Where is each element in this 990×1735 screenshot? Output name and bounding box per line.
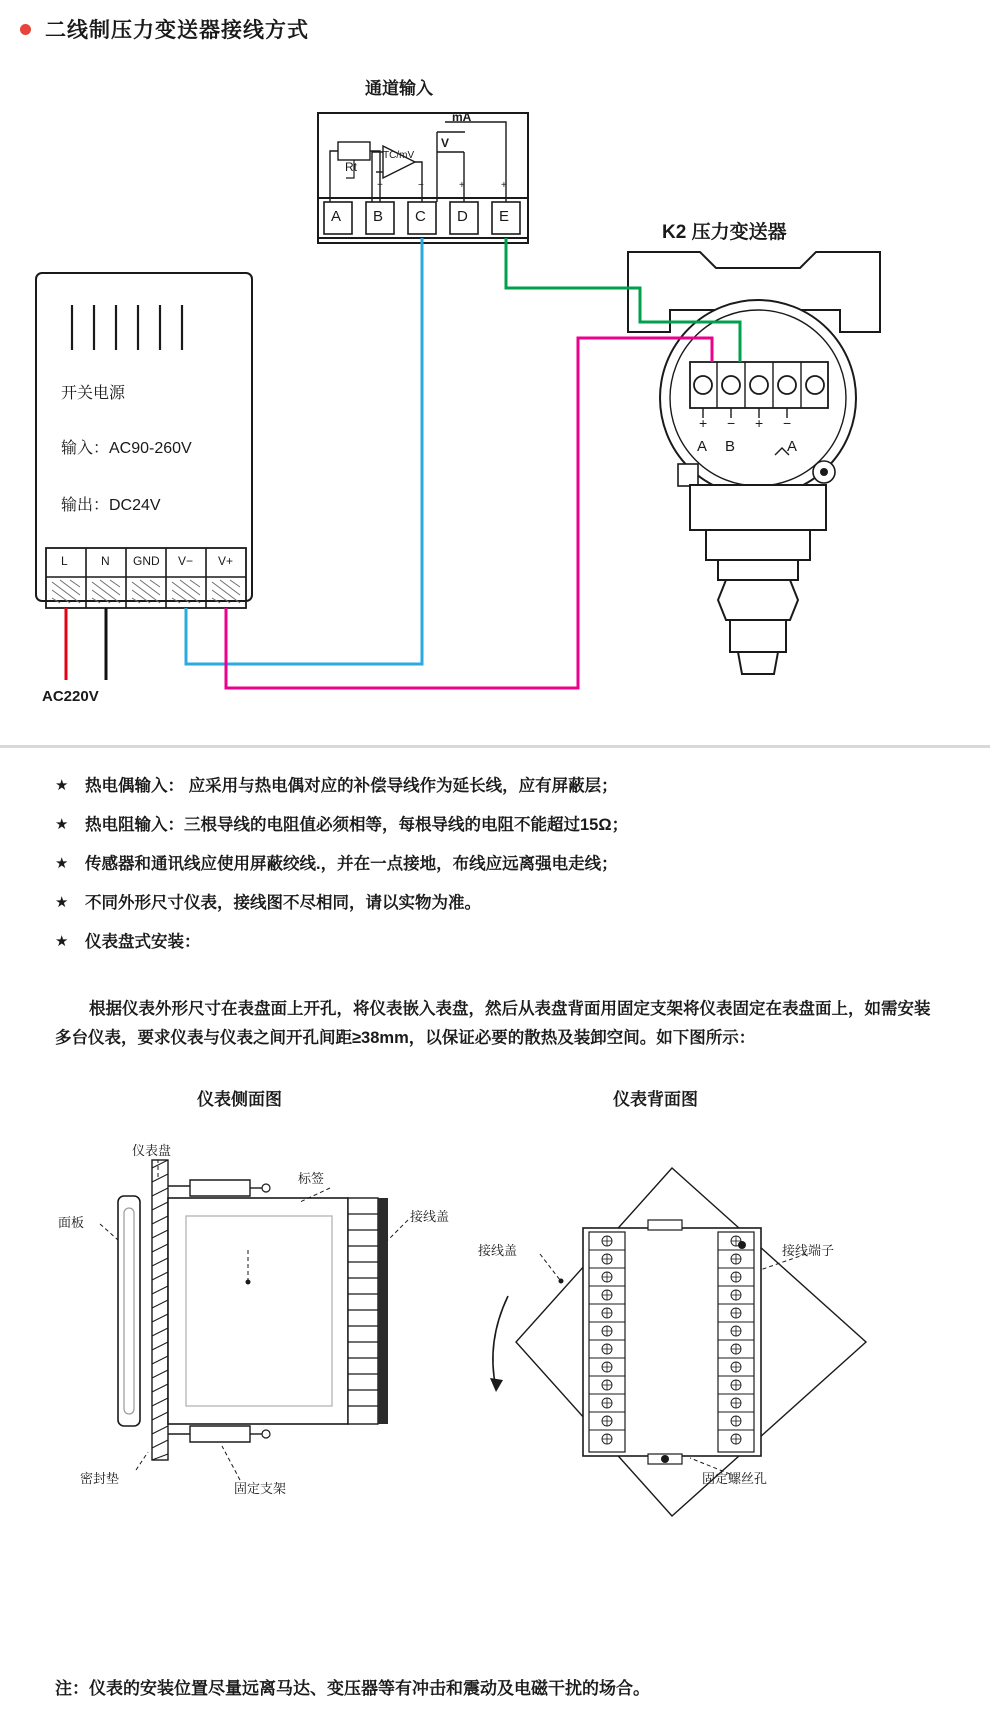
label-gasket: 密封垫	[80, 1471, 120, 1486]
notes-list	[55, 775, 955, 970]
ps-terminal-n: N	[101, 554, 110, 568]
page-title	[20, 14, 309, 44]
sign-plus-b: +	[377, 180, 383, 191]
label-wiring-cover-side: 接线盖	[410, 1209, 450, 1224]
note-item	[55, 814, 955, 837]
power-supply-output: 输出：DC24V	[61, 497, 161, 514]
v-label: V	[441, 136, 450, 150]
terminal-c: C	[415, 208, 426, 225]
channel-input-title: 通道输入	[365, 79, 433, 98]
note-text: 热电偶输入： 应采用与热电偶对应的补偿导线作为延长线，应有屏蔽层；	[85, 777, 618, 795]
tx-sign-plus-1: +	[699, 415, 708, 431]
terminal-b: B	[373, 208, 384, 225]
note-item	[55, 892, 955, 915]
terminal-d: D	[457, 208, 468, 225]
sign-minus-c: −	[418, 180, 424, 191]
page-title-text: 二线制压力变送器接线方式	[45, 19, 309, 42]
bullet-dot-icon	[20, 24, 31, 35]
mains-label: AC220V	[42, 688, 99, 705]
wiring-diagram	[0, 60, 990, 740]
star-icon: ★	[55, 855, 69, 873]
ps-terminal-vminus: V−	[178, 554, 194, 568]
power-supply-input: 输入：AC90-260V	[61, 440, 192, 457]
note-text: 不同外形尺寸仪表，接线图不尽相同，请以实物为准。	[85, 894, 481, 913]
label-wiring-terminal: 接线端子	[782, 1243, 835, 1258]
tcmv-label: TC/mV	[383, 150, 415, 161]
label-tag: 标签	[298, 1171, 325, 1186]
label-wiring-cover-back: 接线盖	[478, 1243, 518, 1258]
tx-sign-plus-2: +	[755, 415, 764, 431]
note-text: 传感器和通讯线应使用屏蔽绞线.，并在一点接地，布线应远离强电走线；	[85, 855, 618, 874]
terminal-a: A	[331, 208, 342, 225]
terminal-e: E	[499, 208, 510, 225]
tx-sign-minus-2: −	[783, 415, 792, 431]
ps-terminal-l: L	[61, 554, 68, 568]
instrument-views-svg	[0, 1120, 990, 1540]
tx-terminal-a1: A	[697, 438, 708, 455]
transmitter-title: K2 压力变送器	[662, 222, 787, 243]
rt-label: Rt	[345, 160, 357, 174]
note-text: 热电阻输入：三根导线的电阻值必须相等，每根导线的电阻不能超过15Ω；	[85, 816, 629, 835]
star-icon: ★	[55, 816, 69, 834]
note-item	[55, 775, 955, 798]
ps-terminal-vplus: V+	[218, 554, 234, 568]
power-supply-name: 开关电源	[61, 385, 126, 402]
star-icon: ★	[55, 894, 69, 912]
ma-label: mA	[452, 110, 472, 124]
instrument-views	[0, 1120, 990, 1540]
label-front-panel: 面板	[58, 1215, 85, 1230]
wiring-schematic-svg	[0, 60, 990, 740]
note-text: 仪表盘式安装：	[85, 933, 201, 952]
sign-plus-e: +	[501, 180, 507, 191]
star-icon: ★	[55, 777, 69, 794]
sign-plus-d: +	[459, 180, 465, 191]
footer-note: 注：仪表的安装位置尽量远离马达、变压器等有冲击和震动及电磁干扰的场合。	[55, 1679, 650, 1698]
ps-terminal-gnd: GND	[133, 554, 160, 568]
section-divider	[0, 745, 990, 748]
tx-terminal-a2: A	[787, 438, 798, 455]
install-paragraph: 根据仪表外形尺寸在表盘面上开孔，将仪表嵌入表盘，然后从表盘背面用固定支架将仪表固定在表盘面上，如需安装多台仪表，要求仪表与仪表之间开孔间距≥38mm，以保证必要的散热及装卸空间。如下图所示：	[55, 1000, 931, 1047]
tx-sign-minus-1: −	[727, 415, 736, 431]
note-item	[55, 931, 955, 954]
note-item	[55, 853, 955, 876]
star-icon: ★	[55, 933, 69, 951]
label-bracket: 固定支架	[234, 1481, 287, 1496]
tx-terminal-b: B	[725, 438, 736, 455]
back-view-title: 仪表背面图	[613, 1090, 698, 1109]
side-view-title: 仪表侧面图	[197, 1090, 282, 1109]
label-screw-hole: 固定螺丝孔	[702, 1471, 768, 1486]
label-panel-board: 仪表盘	[132, 1143, 172, 1158]
